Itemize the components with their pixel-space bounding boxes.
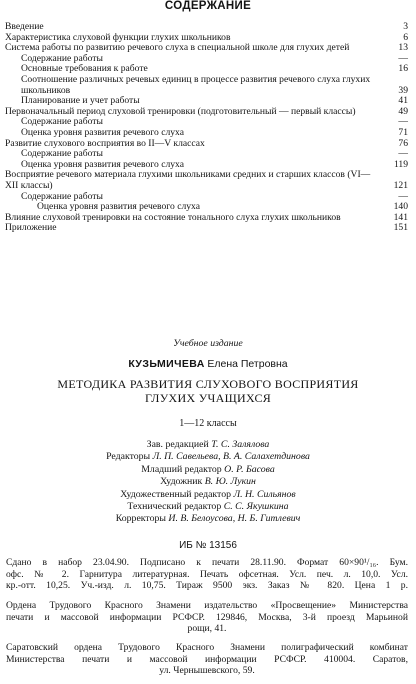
toc-entry: [5, 170, 408, 191]
toc-entry-title: Характеристика слуховой функции глухих школьников: [5, 31, 231, 43]
toc-entry-title: Оценка уровня развития речевого слуха: [37, 201, 200, 213]
credits: [0, 439, 416, 526]
credit-names: И. В. Белоусова, Н. Б. Гитлевич: [168, 513, 301, 525]
toc-entry-page: 6: [403, 31, 408, 43]
toc-entry-page: —: [398, 52, 408, 64]
toc-entry-page: 140: [393, 201, 408, 213]
toc-entry-page: 141: [393, 211, 408, 223]
author-name: [0, 358, 416, 370]
toc-entry-page: 121: [393, 179, 408, 191]
ib-number: ИБ № 13156: [179, 540, 237, 551]
toc-entry-title: Оценка уровня развития речевого слуха: [21, 126, 184, 138]
toc-entry-title: Основные требования к работе: [21, 63, 148, 75]
credit-line: [0, 439, 416, 451]
credit-names: С. С. Якушкина: [223, 501, 289, 513]
printer-info-line: Министерства печати и массовой информации РСФСР. 410004. Саратов,: [6, 653, 408, 665]
toc-entry-title: Развитие слухового восприятия во II—V классах: [5, 137, 205, 149]
toc-entry-title: Содержание работы: [21, 148, 103, 160]
toc-entry-title: Система работы по развитию речевого слуха в специальной школе для глухих детей: [5, 42, 350, 54]
toc-entry-title: Содержание работы: [21, 116, 103, 128]
toc-entry: [5, 75, 408, 96]
table-of-contents: [5, 22, 408, 234]
author-last-name: КУЗЬМИЧЕВА: [128, 358, 205, 370]
credit-line: [0, 464, 416, 476]
credit-line: [0, 451, 416, 463]
credit-role: Зав. редакцией: [146, 439, 209, 450]
toc-entry-title: Введение: [5, 21, 44, 32]
toc-title: СОДЕРЖАНИЕ: [164, 0, 252, 12]
publisher-info: [6, 600, 408, 635]
toc-entry-page: —: [398, 148, 408, 160]
credit-line: [0, 476, 416, 488]
credit-names: Л. Н. Сильянов: [233, 488, 296, 500]
grade-range: 1—12 классы: [179, 418, 237, 429]
toc-entry-page: —: [398, 190, 408, 202]
credit-line: [0, 489, 416, 501]
toc-entry-page: —: [398, 116, 408, 128]
print-details-line: офс. № 2. Гарнитура литературная. Печать офсетная. Усл. печ. л. 10,0. Усл.: [6, 568, 408, 580]
book-title-line: МЕТОДИКА РАЗВИТИЯ СЛУХОВОГО ВОСПРИЯТИЯ: [57, 377, 359, 391]
credit-role: Младший редактор: [141, 463, 222, 475]
toc-entry-title: Первоначальный период слуховой тренировки (подготовительный — первый классы): [5, 105, 356, 117]
toc-entry-page: 39: [398, 84, 408, 96]
credit-line: [0, 513, 416, 525]
toc-entry-title: Планирование и учет работы: [21, 95, 140, 107]
toc-entry-title: Соотношение различных речевых единиц в процессе развития речевого слуха глухих школьников: [21, 73, 371, 96]
publisher-info-line: печати и массовой информации РСФСР. 129846, Москва, 3-й проезд Марьиной: [6, 611, 408, 623]
toc-entry-page: 119: [393, 158, 408, 170]
print-details: [6, 557, 408, 592]
book-title: [0, 377, 416, 405]
toc-entry-title: Влияние слуховой тренировки на состояние тонального слуха глухих школьников: [5, 211, 341, 223]
printer-info-line: Саратовский ордена Трудового Красного Знамени полиграфический комбинат: [6, 642, 408, 653]
credit-names: Л. П. Савельева, В. А. Салахетдинова: [152, 451, 310, 463]
print-details-line: кр.-отт. 10,25. Уч.-изд. л. 10,75. Тираж 9500 экз. Заказ № 820. Цена 1 р.: [6, 580, 408, 592]
toc-entry-title: Приложение: [5, 222, 57, 234]
toc-entry-page: 16: [398, 63, 408, 75]
toc-entry-page: 76: [398, 137, 408, 149]
toc-entry-title: Содержание работы: [21, 52, 103, 64]
toc-entry: [5, 22, 408, 33]
publisher-info-line: рощи, 41.: [187, 623, 227, 635]
book-title-line: ГЛУХИХ УЧАЩИХСЯ: [144, 391, 272, 405]
edition-type: Учебное издание: [173, 338, 243, 349]
credit-names: В. Ю. Лукин: [204, 476, 256, 488]
credit-role: Корректоры: [115, 513, 166, 525]
credit-names: О. Р. Басова: [224, 463, 275, 475]
toc-entry-title: Восприятие речевого материала глухими школьниками средних и старших классов (VI—XII классы): [5, 169, 371, 191]
author-first-name: Елена Петровна: [207, 358, 288, 370]
credit-role: Редакторы: [106, 451, 151, 463]
printer-info: [6, 642, 408, 677]
toc-entry-page: 13: [398, 42, 408, 54]
toc-entry-page: 71: [398, 126, 408, 138]
print-details-line: Сдано в набор 23.04.90. Подписано к печати 28.11.90. Формат 60×90¹/₁₆. Бум.: [6, 557, 408, 568]
toc-entry: [5, 128, 408, 139]
credit-role: Художественный редактор: [120, 488, 231, 500]
credit-line: [0, 501, 416, 513]
printer-info-line: ул. Чернышевского, 59.: [159, 665, 255, 677]
toc-entry: [5, 213, 408, 224]
toc-entry-title: Содержание работы: [21, 190, 103, 202]
credit-names: Т. С. Залялова: [211, 439, 270, 450]
toc-entry-title: Оценка уровня развития речевого слуха: [21, 158, 184, 170]
credit-role: Художник: [160, 476, 203, 488]
toc-entry-page: 41: [398, 95, 408, 107]
toc-entry-page: 49: [398, 105, 408, 117]
credit-role: Технический редактор: [127, 501, 222, 513]
toc-entry-page: 151: [393, 222, 408, 234]
toc-entry: [5, 223, 408, 234]
publisher-info-line: Ордена Трудового Красного Знамени издательство «Просвещение» Министерства: [6, 600, 408, 611]
toc-entry-page: 3: [403, 21, 408, 32]
